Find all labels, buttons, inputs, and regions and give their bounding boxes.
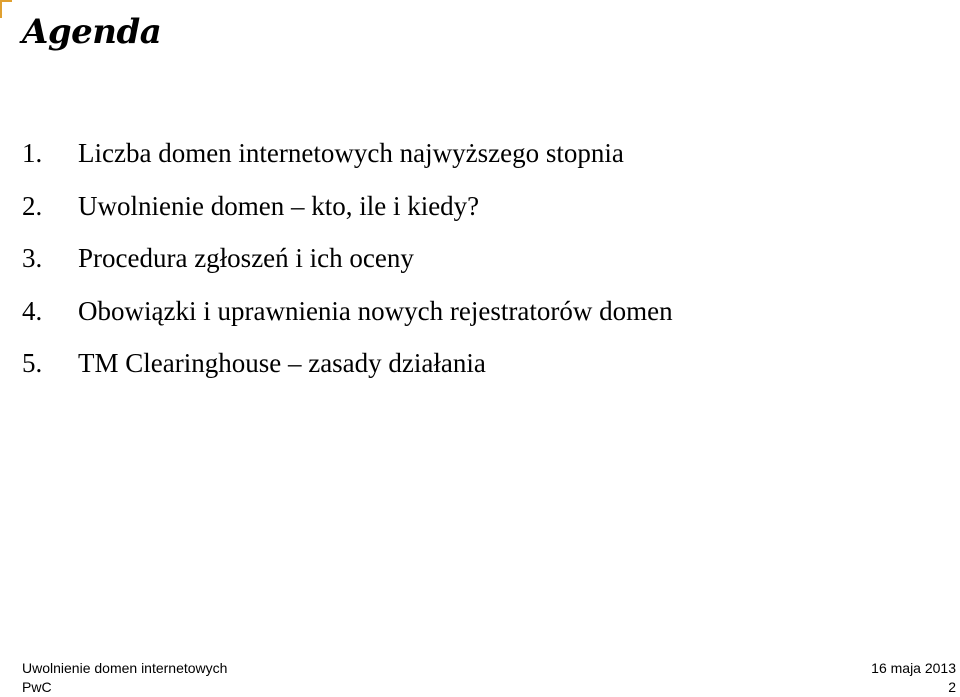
agenda-item-text: Obowiązki i uprawnienia nowych rejestratorów domen [78,295,673,326]
agenda-item [22,243,673,296]
agenda-item-number: 4. [22,295,43,326]
agenda-item-text: Liczba domen internetowych najwyższego stopnia [78,138,624,168]
slide-title: Agenda [22,12,162,52]
agenda-item-text: TM Clearinghouse – zasady działania [78,348,486,378]
agenda-item [22,138,673,191]
agenda-item-number: 1. [22,138,43,168]
agenda-item [22,191,673,244]
agenda-item [22,348,673,401]
agenda-item-text: Uwolnienie domen – kto, ile i kiedy? [78,190,480,221]
footer-company: PwC [22,679,52,695]
agenda-item-number: 3. [22,243,43,273]
agenda-item-number: 5. [22,348,43,378]
agenda-item-text: Procedura zgłoszeń i ich oceny [78,243,414,273]
agenda-list [22,138,673,401]
corner-accent [0,0,12,18]
slide-footer [22,659,956,697]
agenda-item-number: 2. [22,190,43,221]
footer-presentation-title: Uwolnienie domen internetowych [22,660,228,676]
agenda-item [22,296,673,349]
footer-page-number: 2 [948,679,956,695]
footer-date: 16 maja 2013 [871,660,956,676]
